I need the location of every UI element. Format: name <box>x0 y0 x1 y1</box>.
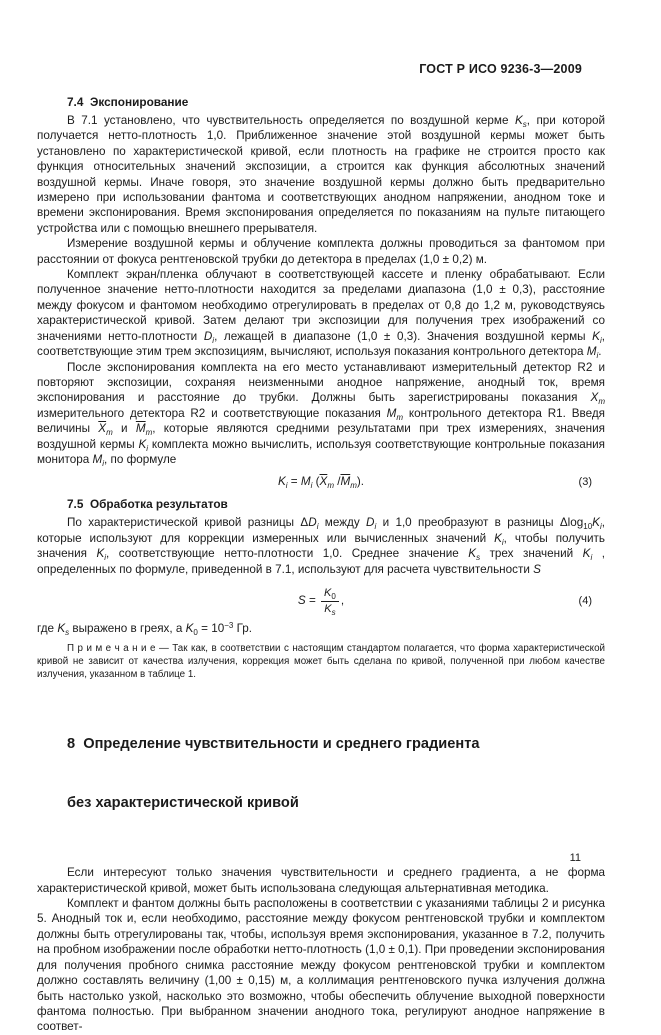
section-7-5-heading: 7.5 Обработка результатов <box>67 497 228 512</box>
formula-3-row <box>37 475 605 491</box>
fraction-denominator: $K_s$ <box>324 602 336 617</box>
paragraph-7-4-4: После экспонирования комплекта на его место устанавливают измерительный детектор R2 и повторяют экспозиции, сохраняя неизменными анодное напряжение, анодный ток, время экспонирования и расстояние до трубки. Должны быть зарегистрированы показания $X_m$ измерительного детектора R2 и соответствующие показания $M_m$ контрольного детектора R1. Введя величины $\overline{X}_m$ и $\overline{M}_m$, которые являются средними результатами при трех измерениях, значения воздушной кермы $K_i$ комплекта можно вычислить, используя соответствующие контрольные показания монитора $M_i$, по формуле <box>37 360 606 468</box>
running-header-doc-number: ГОСТ Р ИСО 9236-3—2009 <box>419 62 582 76</box>
note-paragraph: П р и м е ч а н и е — Так как, в соответствии с настоящим стандартом полагается, что форма характеристической кривой не зависит от качества излучения, коррекция может быть сделана по кривой, полученной при любом качестве излучения, указанном в таблице 1. <box>37 642 605 681</box>
fraction-numerator: $K_0$ <box>321 587 339 602</box>
formula-3: $K_i = M_i$ ($\overline{X}_m$ $/\overline{M}_m$). <box>277 475 365 491</box>
formula-3-number: (3) <box>578 475 592 488</box>
formula-4-row <box>37 587 605 615</box>
paragraph-7-5-1: По характеристической кривой разницы $\Delta D_i$ между $D_i$ и 1,0 преобразуют в разницы $\Delta\log_{10}K_i$, которые используют для коррекции измеренных или вычисленных значений $K_i$, чтобы получить значения $K_i$, соответствующие нетто-плотности 1,0. Среднее значение $K_s$ трех значений $K_i$ , определенных по формуле, приведенной в 7.1, используют для расчета чувствительности S <box>37 516 605 576</box>
section-7-4-heading: 7.4 Экспонирование <box>67 95 189 109</box>
where-clause: где $K_s$ выражено в греях, а $K_0 = 10^{-3}$ Гр. <box>37 621 253 638</box>
paragraph-7-4-1: В 7.1 установлено, что чувствительность определяется по воздушной керме $K_s$, при которой получается нетто-плотность 1,0. Приближенное значение этой воздушной кермы может быть установлено по характеристической кривой, если плотность на графике не строится просто как функция относительных значений экспозиции, а строится как функция абсолютных значений воздушной кермы. Иначе говоря, это значение воздушной кермы должно быть предварительно измерено при использовании фантома и соответствующих анодном напряжении, анодном токе и времени экспонирования. Время экспонирования определяется по показаниям на пульте питающего устройства или с помощью внешнего прерывателя. <box>37 114 605 235</box>
formula-4-number: (4) <box>578 595 592 608</box>
section-8-heading-line2: без характеристической кривой <box>67 794 299 811</box>
section-8-heading-line1: 8 Определение чувствительности и среднего градиента <box>67 736 480 753</box>
paragraph-7-4-2: Измерение воздушной кермы и облучение комплекта должны проводиться за фантомом при расстоянии от фокуса рентгеновской трубки до детектора в пределах (1,0 ± 0,2) м. <box>37 237 605 266</box>
formula-4 <box>297 586 345 617</box>
text-block <box>37 0 605 1035</box>
paragraph-8-2: Комплект и фантом должны быть расположены в соответствии с указаниями таблицы 2 и рисунка 5. Анодный ток и, если необходимо, расстояние между фокусом рентгеновской трубки и комплектом должны быть отрегулированы так, чтобы, используя время экспонирования, указанное в 7.2, получить на пробном изображении после обработки нетто-плотность (1,0 ± 0,1). При проведении экспонирования для получения пробного снимка расстояние между фокусом рентгеновской трубки и комплектом должно составлять величину (1,00 ± 0,15) м, а коллимация рентгеновского пучка излучения должна быть настолько узкой, насколько это возможно, чтобы обеспечить облучение выходной поверхности фантома полностью. При выбранном значении анодного тока, регулируют анодное напряжение в соответ- <box>37 897 605 1034</box>
paragraph-7-4-3: Комплект экран/пленка облучают в соответствующей кассете и пленку обрабатывают. Если полученное значение нетто-плотности находится за пределами диапазона (1,0 ± 0,3), расстояние между фокусом и фантомом необходимо отрегулировать в пределах от 0,8 до 1,2 м, руководствуясь характеристической кривой. Затем делают три экспозиции для получения трех изображений со значениями нетто-плотности $D_i$, лежащей в диапазоне (1,0 ± 0,3). Значения воздушной кермы $K_i$, соответствующие этим трем экспозициям, вычисляют, используя показания контрольного детектора $M_i$. <box>37 268 605 361</box>
formula-4-fraction <box>321 587 339 615</box>
formula-4-trailing-comma: , <box>340 594 345 608</box>
paragraph-8-1: Если интересуют только значения чувствительности и среднего градиента, а не форма характеристической кривой, может быть использована следующая альтернативная методика. <box>37 866 605 895</box>
formula-4-lhs: S = <box>297 594 320 608</box>
section-8-heading <box>67 696 605 852</box>
page-number: 11 <box>569 852 581 864</box>
